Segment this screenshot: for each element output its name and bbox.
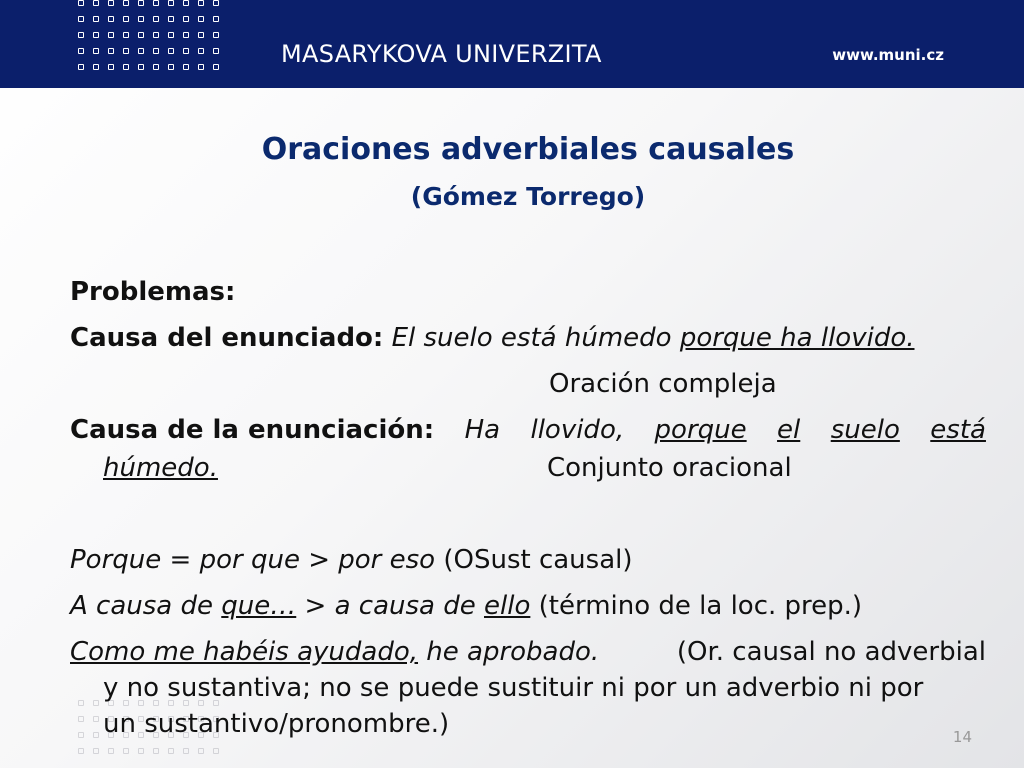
line-como-me-2: y no sustantiva; no se puede sustituir ni por un adverbio ni por [103, 673, 924, 703]
example-underlined: porque ha llovido. [679, 323, 915, 353]
conjunto-oracional-note: Conjunto oracional [547, 453, 792, 483]
oracion-compleja-note: Oración compleja [549, 369, 777, 399]
termino-note: (término de la loc. prep.) [530, 591, 863, 621]
a-causa-de: A causa de [70, 591, 222, 621]
page-number: 14 [952, 728, 972, 746]
word: Ha [464, 415, 501, 445]
que-word: que… [221, 591, 297, 621]
line-causa-enunciacion [70, 412, 986, 448]
como-me-habeis: Como me habéis ayudado, [70, 637, 419, 667]
a-causa-de-2: a causa de [334, 591, 484, 621]
causa-enunciado-label: Causa del enunciado: [70, 323, 384, 353]
header-bar [0, 0, 1024, 88]
line-causa-enunciado [70, 320, 915, 356]
porque-word: Porque [70, 545, 162, 575]
he-aprobado: he aprobado. [418, 637, 600, 667]
or-causal-note: (Or. causal no adverbial [676, 637, 986, 667]
word: porque [654, 415, 747, 445]
logo-dots-pattern [78, 0, 222, 73]
osust-causal: (OSust causal) [435, 545, 633, 575]
slide-subtitle: (Gómez Torrego) [410, 182, 646, 211]
por-que-word: por que [199, 545, 300, 575]
causa-enunciacion-label: Causa de la enunciación: [70, 415, 435, 445]
word: llovido, [530, 415, 625, 445]
line-como-me-3: un sustantivo/pronombre.) [103, 709, 450, 739]
gt-sign: > [296, 591, 335, 621]
word: suelo [830, 415, 900, 445]
university-name: MASARYKOVA UNIVERZITA [281, 40, 602, 68]
slide-title: Oraciones adverbiales causales [261, 132, 795, 167]
example-text: El suelo está húmedo [391, 323, 680, 353]
humedo-word: húmedo. [103, 453, 218, 483]
ello-word: ello [484, 591, 531, 621]
line-porque [70, 542, 633, 578]
problemas-heading: Problemas: [70, 277, 236, 307]
line-como-me [70, 634, 986, 670]
word: el [777, 415, 801, 445]
por-eso-word: por eso [338, 545, 436, 575]
equals-sign: = [161, 545, 200, 575]
word: está [930, 415, 986, 445]
gt-sign: > [299, 545, 339, 575]
website-url: www.muni.cz [832, 46, 944, 64]
line-a-causa-de [70, 588, 862, 624]
